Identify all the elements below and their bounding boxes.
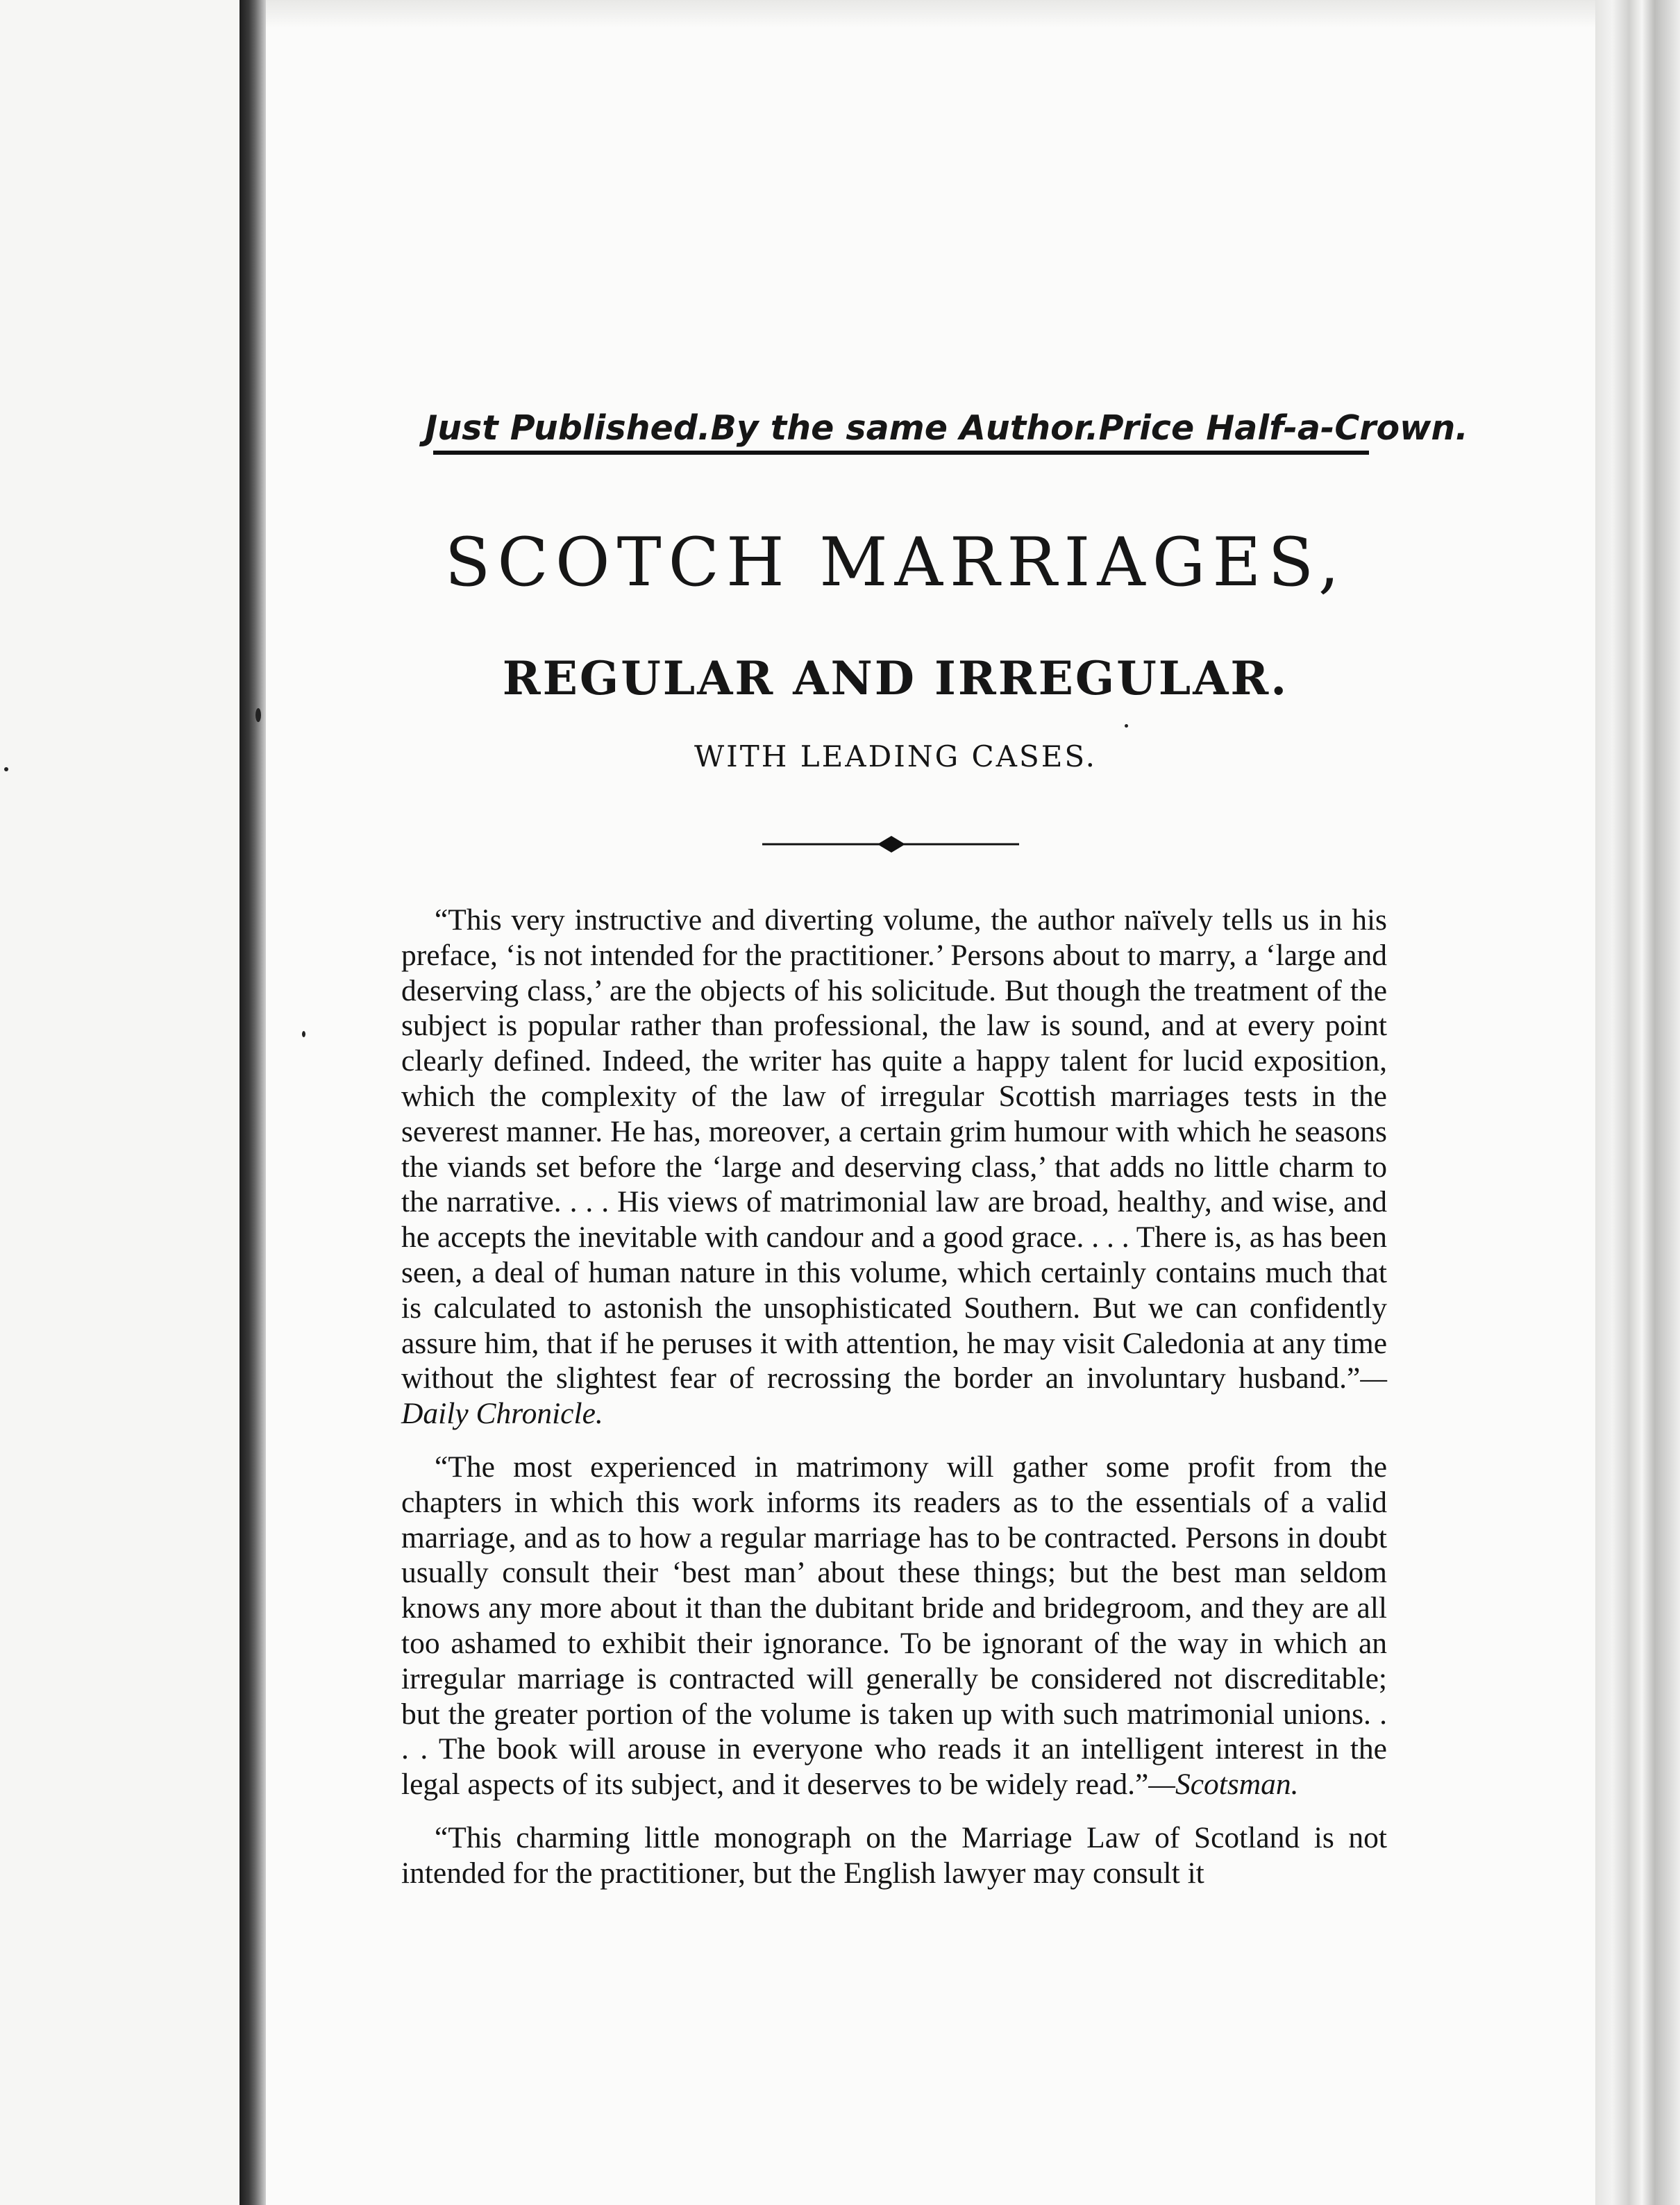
scan-speck xyxy=(302,1031,305,1037)
review-text: “The most experienced in matrimony will gather some profit from the chapters in which this work informs its readers as to the essentials of a valid marriage, and as to how a regular marriage has to be contracted. Persons in doubt usually consult their ‘best man’ about these things; but the best man seldom knows any more about it than the dubitant bride and bridegroom, and they are all too ashamed to exhibit their ignorance. To be ignorant of the way in which an irregular marriage is contracted will generally be considered not discreditable; but the greater portion of the volume is taken up with such matrimonial unions. . . . The book will arouse in everyone who reads it an intelligent interest in the legal aspects of its subject, and it deserves to be widely read.” xyxy=(401,1450,1387,1802)
review-source: —Daily Chronicle. xyxy=(401,1361,1387,1431)
scan-speck xyxy=(4,767,8,771)
announcement-underline xyxy=(433,451,1369,455)
book-spine xyxy=(240,0,266,2205)
review-paragraph xyxy=(401,1450,1387,1802)
diamond-rule-ornament xyxy=(762,832,1019,857)
page-top-shadow xyxy=(266,0,1595,28)
announcement-author: By the same Author. xyxy=(710,408,1099,448)
book-subsubtitle: WITH LEADING CASES. xyxy=(694,739,1098,773)
review-paragraph xyxy=(401,903,1387,1432)
book-subtitle: REGULAR AND IRREGULAR. xyxy=(502,651,1289,705)
review-text: “This very instructive and diverting volume, the author naïvely tells us in his preface, ‘is not intended for the practitioner.’ Persons about to marry, a ‘large and deserving class,’ are the objects of his solicitude. But though the treatment of the subject is popular rather than professional, the law is sound, and at every point clearly defined. Indeed, the writer has quite a happy talent for lucid exposition, which the complexity of the law of irregular Scottish marriages tests in the severest manner. He has, moreover, a certain grim humour with which he seasons the viands set before the ‘large and deserving class,’ that adds no little charm to the narrative. . . . His views of matrimonial law are broad, healthy, and wise, and he accepts the inevitable with candour and a good grace. . . . There is, as has been seen, a deal of human nature in this volume, which certainly contains much that is calculated to astonish the unsophisticated Southern. But we can confidently assure him, that if he peruses it with attention, he may visit Caledonia at any time without the slightest fear of recrossing the border an involuntary husband.” xyxy=(401,903,1387,1395)
reviews-section xyxy=(401,903,1387,1909)
review-text: “This charming little monograph on the Marriage Law of Scotland is not intended for the practitioner, but the English lawyer may consult it xyxy=(401,1820,1387,1890)
book-title: SCOTCH MARRIAGES, xyxy=(444,523,1347,601)
scan-speck xyxy=(1125,724,1128,728)
facing-page xyxy=(0,0,240,2205)
scan-speck xyxy=(255,708,261,722)
page-edges xyxy=(1595,0,1680,2205)
announcement-published: Just Published. xyxy=(425,408,711,448)
publication-announcement xyxy=(425,401,1468,456)
announcement-price: Price Half-a-Crown. xyxy=(1098,408,1468,448)
review-paragraph xyxy=(401,1820,1387,1891)
review-source: —Scotsman. xyxy=(1148,1768,1299,1802)
